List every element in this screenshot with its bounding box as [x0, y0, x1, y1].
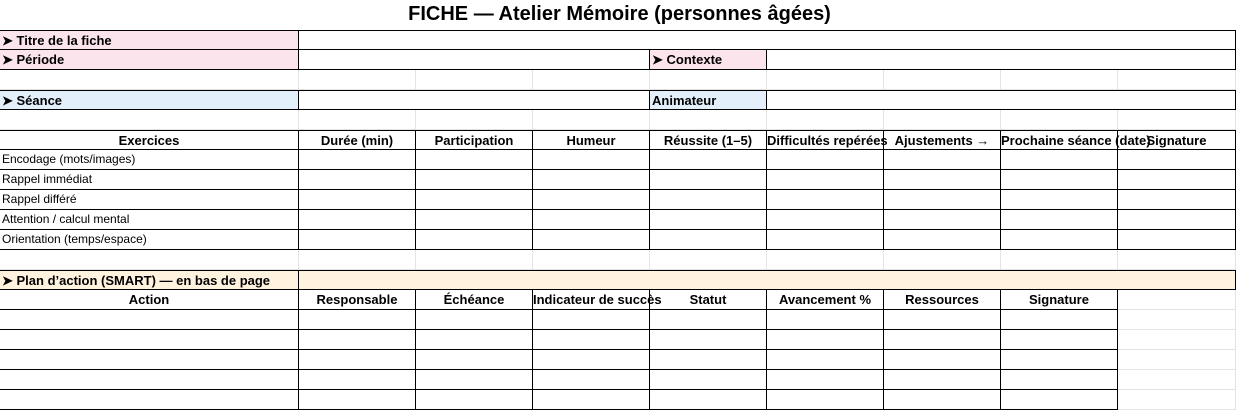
- titre-value-cell[interactable]: [299, 30, 1236, 50]
- empty-cell[interactable]: [767, 70, 884, 90]
- exercise-cell[interactable]: [299, 190, 416, 210]
- empty-cell[interactable]: [533, 70, 650, 90]
- plan-cell[interactable]: [0, 310, 299, 330]
- exercise-cell[interactable]: [416, 170, 533, 190]
- plan-cell[interactable]: [0, 350, 299, 370]
- plan-cell[interactable]: [533, 370, 650, 390]
- exercise-cell[interactable]: [299, 150, 416, 170]
- empty-cell[interactable]: [416, 250, 533, 270]
- plan-cell[interactable]: [884, 350, 1001, 370]
- plan-header-4: Statut: [650, 290, 767, 310]
- plan-cell[interactable]: [650, 310, 767, 330]
- plan-cell[interactable]: [299, 310, 416, 330]
- exercise-cell[interactable]: [1118, 230, 1236, 250]
- exercise-cell[interactable]: [884, 150, 1001, 170]
- exercise-cell[interactable]: [533, 190, 650, 210]
- plan-cell[interactable]: [650, 370, 767, 390]
- exercise-cell[interactable]: [767, 170, 884, 190]
- animateur-value-cell[interactable]: [767, 90, 1236, 110]
- exercise-cell[interactable]: [416, 230, 533, 250]
- plan-cell[interactable]: [650, 350, 767, 370]
- empty-cell[interactable]: [1001, 250, 1118, 270]
- exercise-header-5: Difficultés repérées: [767, 130, 884, 150]
- empty-cell[interactable]: [299, 70, 416, 90]
- sheet-title: FICHE — Atelier Mémoire (personnes âgées): [408, 3, 831, 25]
- exercise-cell[interactable]: [767, 230, 884, 250]
- empty-cell[interactable]: [416, 110, 533, 130]
- exercise-cell[interactable]: [1118, 170, 1236, 190]
- titre-label: ➤ Titre de la fiche: [0, 30, 299, 50]
- plan-header-1: Responsable: [299, 290, 416, 310]
- exercise-cell[interactable]: [884, 210, 1001, 230]
- periode-value-cell[interactable]: [299, 50, 650, 70]
- exercise-header-4: Réussite (1–5): [650, 130, 767, 150]
- exercise-row-label: Attention / calcul mental: [0, 210, 299, 230]
- plan-cell[interactable]: [884, 390, 1001, 410]
- empty-cell[interactable]: [0, 70, 299, 90]
- plan-cell[interactable]: [299, 330, 416, 350]
- plan-header-6: Ressources: [884, 290, 1001, 310]
- plan-header-7: Signature: [1001, 290, 1118, 310]
- exercise-header-1: Durée (min): [299, 130, 416, 150]
- plan-label-fill: [299, 270, 1236, 290]
- plan-cell[interactable]: [299, 370, 416, 390]
- plan-header-5: Avancement %: [767, 290, 884, 310]
- plan-cell[interactable]: [1001, 310, 1118, 330]
- empty-cell[interactable]: [299, 110, 416, 130]
- exercise-cell[interactable]: [884, 230, 1001, 250]
- plan-cell[interactable]: [533, 310, 650, 330]
- plan-cell[interactable]: [416, 350, 533, 370]
- animateur-label: Animateur: [650, 90, 767, 110]
- plan-cell[interactable]: [884, 330, 1001, 350]
- plan-cell[interactable]: [1001, 390, 1118, 410]
- empty-cell[interactable]: [650, 70, 767, 90]
- empty-cell[interactable]: [650, 250, 767, 270]
- empty-cell[interactable]: [1118, 310, 1236, 330]
- plan-cell[interactable]: [1001, 350, 1118, 370]
- exercise-cell[interactable]: [533, 150, 650, 170]
- exercise-cell[interactable]: [884, 190, 1001, 210]
- seance-label: ➤ Séance: [0, 90, 299, 110]
- exercise-cell[interactable]: [767, 210, 884, 230]
- plan-cell[interactable]: [416, 370, 533, 390]
- exercise-header-3: Humeur: [533, 130, 650, 150]
- empty-cell[interactable]: [1118, 70, 1236, 90]
- exercise-cell[interactable]: [650, 210, 767, 230]
- exercise-row-label: Encodage (mots/images): [0, 150, 299, 170]
- exercise-cell[interactable]: [1118, 190, 1236, 210]
- exercise-cell[interactable]: [1001, 230, 1118, 250]
- empty-cell[interactable]: [767, 110, 884, 130]
- exercise-cell[interactable]: [650, 190, 767, 210]
- empty-cell[interactable]: [650, 110, 767, 130]
- plan-cell[interactable]: [0, 330, 299, 350]
- exercise-header-8: Signature: [1118, 130, 1236, 150]
- empty-cell[interactable]: [1118, 370, 1236, 390]
- exercise-cell[interactable]: [533, 230, 650, 250]
- plan-header-3: Indicateur de succès: [533, 290, 650, 310]
- plan-cell[interactable]: [767, 370, 884, 390]
- plan-cell[interactable]: [0, 370, 299, 390]
- plan-cell[interactable]: [767, 350, 884, 370]
- empty-cell[interactable]: [0, 110, 299, 130]
- empty-cell[interactable]: [533, 110, 650, 130]
- empty-cell[interactable]: [1118, 390, 1236, 410]
- plan-cell[interactable]: [533, 330, 650, 350]
- empty-cell[interactable]: [884, 250, 1001, 270]
- empty-cell[interactable]: [1118, 110, 1236, 130]
- exercise-cell[interactable]: [1001, 190, 1118, 210]
- contexte-value-cell[interactable]: [767, 50, 1236, 70]
- plan-cell[interactable]: [533, 350, 650, 370]
- empty-cell[interactable]: [1118, 250, 1236, 270]
- plan-cell[interactable]: [299, 390, 416, 410]
- exercise-cell[interactable]: [767, 190, 884, 210]
- exercise-header-6: Ajustements →: [884, 130, 1001, 150]
- empty-cell[interactable]: [1118, 330, 1236, 350]
- exercise-row-label: Orientation (temps/espace): [0, 230, 299, 250]
- empty-cell[interactable]: [1118, 290, 1236, 310]
- exercise-header-0: Exercices: [0, 130, 299, 150]
- seance-value-cell[interactable]: [299, 90, 650, 110]
- exercise-cell[interactable]: [416, 190, 533, 210]
- exercise-cell[interactable]: [299, 210, 416, 230]
- exercise-cell[interactable]: [299, 230, 416, 250]
- empty-cell[interactable]: [416, 70, 533, 90]
- plan-header-0: Action: [0, 290, 299, 310]
- exercise-cell[interactable]: [1118, 210, 1236, 230]
- exercise-cell[interactable]: [767, 150, 884, 170]
- empty-cell[interactable]: [1001, 110, 1118, 130]
- empty-cell[interactable]: [884, 70, 1001, 90]
- plan-cell[interactable]: [1001, 370, 1118, 390]
- plan-cell[interactable]: [767, 330, 884, 350]
- plan-cell[interactable]: [533, 390, 650, 410]
- exercise-header-2: Participation: [416, 130, 533, 150]
- exercise-header-7: Prochaine séance (date): [1001, 130, 1118, 150]
- exercise-row-label: Rappel immédiat: [0, 170, 299, 190]
- exercise-cell[interactable]: [299, 170, 416, 190]
- periode-label: ➤ Période: [0, 50, 299, 70]
- empty-cell[interactable]: [1118, 350, 1236, 370]
- exercise-cell[interactable]: [1001, 150, 1118, 170]
- plan-cell[interactable]: [1001, 330, 1118, 350]
- plan-cell[interactable]: [650, 330, 767, 350]
- plan-cell[interactable]: [884, 310, 1001, 330]
- exercise-cell[interactable]: [650, 170, 767, 190]
- exercise-cell[interactable]: [1001, 170, 1118, 190]
- empty-cell[interactable]: [533, 250, 650, 270]
- empty-cell[interactable]: [1001, 70, 1118, 90]
- exercise-cell[interactable]: [884, 170, 1001, 190]
- exercise-cell[interactable]: [416, 210, 533, 230]
- plan-header-2: Échéance: [416, 290, 533, 310]
- contexte-label: ➤ Contexte: [650, 50, 767, 70]
- exercise-cell[interactable]: [533, 210, 650, 230]
- plan-cell[interactable]: [416, 390, 533, 410]
- exercise-row-label: Rappel différé: [0, 190, 299, 210]
- plan-label: ➤ Plan d’action (SMART) — en bas de page: [0, 270, 299, 290]
- plan-cell[interactable]: [884, 370, 1001, 390]
- exercise-cell[interactable]: [1001, 210, 1118, 230]
- exercise-cell[interactable]: [416, 150, 533, 170]
- plan-cell[interactable]: [416, 330, 533, 350]
- plan-cell[interactable]: [767, 310, 884, 330]
- exercise-cell[interactable]: [650, 230, 767, 250]
- exercise-cell[interactable]: [1118, 150, 1236, 170]
- plan-cell[interactable]: [299, 350, 416, 370]
- empty-cell[interactable]: [884, 110, 1001, 130]
- plan-cell[interactable]: [0, 390, 299, 410]
- exercise-cell[interactable]: [650, 150, 767, 170]
- exercise-cell[interactable]: [533, 170, 650, 190]
- empty-cell[interactable]: [767, 250, 884, 270]
- plan-cell[interactable]: [767, 390, 884, 410]
- plan-cell[interactable]: [416, 310, 533, 330]
- plan-cell[interactable]: [650, 390, 767, 410]
- empty-cell[interactable]: [299, 250, 416, 270]
- empty-cell[interactable]: [0, 250, 299, 270]
